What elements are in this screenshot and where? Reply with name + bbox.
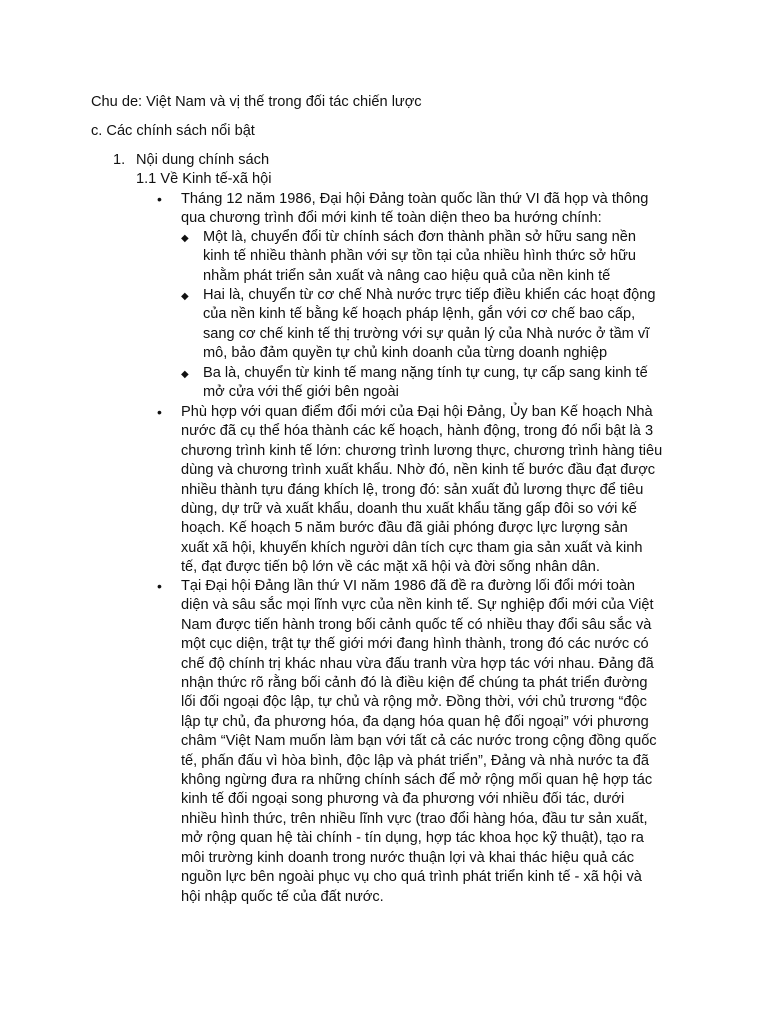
bullet-line: nhiều hình thức, trên nhiều lĩnh vực (trao đổi hàng hóa, đầu tư sản xuất, <box>181 810 648 827</box>
sub-bullet-line: Hai là, chuyển từ cơ chế Nhà nước trực tiếp điều khiển các hoạt động <box>203 287 656 303</box>
bullet-line: chương trình kinh tế lớn: chương trình lương thực, chương trình hàng tiêu <box>181 442 663 459</box>
diamond-bullet-icon: ◆ <box>181 233 189 244</box>
bullet-line: kinh tế đối ngoại song phương và đa phương với nhiều đối tác, dưới <box>181 791 625 808</box>
section-heading: c. Các chính sách nổi bật <box>91 123 255 139</box>
sub-bullet-line: của nền kinh tế bằng kế hoạch pháp lệnh, gắn với cơ chế bao cấp, <box>203 306 636 323</box>
bullet-item <box>157 190 649 229</box>
sub-bullet-item <box>181 364 648 403</box>
bullet-dot-icon: • <box>157 191 162 207</box>
bullet-line: nước đã cụ thể hóa thành các kế hoạch, hành động, trong đó nổi bật là 3 <box>181 423 654 440</box>
bullet-item <box>157 403 663 578</box>
list-item-1-title: Nội dung chính sách <box>136 152 270 168</box>
bullet-line: tế, đạt được tiến bộ lớn về các mặt xã hội và đời sống nhân dân. <box>181 559 600 576</box>
bullet-line: Tại Đại hội Đảng lần thứ VI năm 1986 đã đề ra đường lối đổi mới toàn <box>181 578 636 594</box>
bullet-line: một cục diện, trật tự thế giới mới đang hình thành, trong đó các nước có <box>181 636 649 653</box>
bullet-line: lập tự chủ, đa phương hóa, đa dạng hóa quan hệ đối ngoại” với phương <box>181 713 649 730</box>
bullet-dot-icon: • <box>157 404 162 420</box>
bullet-dot-icon: • <box>157 578 162 594</box>
bullet-line: lối đối ngoại độc lập, tự chủ và rộng mở. Đồng thời, với chủ trương “độc <box>181 694 647 711</box>
bullet-line: hội nhập quốc tế của đất nước. <box>181 888 384 905</box>
sub-bullet-item <box>181 228 637 286</box>
bullet-line: không ngừng đưa ra những chính sách để mở rộng mối quan hệ hợp tác <box>181 772 653 789</box>
bullet-line: tế, phấn đấu vì hòa bình, độc lập và phát triển”, Đảng và nhà nước ta đã <box>181 752 650 769</box>
diamond-bullet-icon: ◆ <box>181 291 189 302</box>
sub-bullet-line: sang cơ chế kinh tế thị trường với sự quản lý của Nhà nước ở tầm vĩ <box>203 325 650 342</box>
bullet-line: châm “Việt Nam muốn làm bạn với tất cả các nước trong cộng đồng quốc <box>181 733 657 750</box>
topic-title: Chu de: Việt Nam và vị thế trong đối tác chiến lược <box>91 94 422 110</box>
sub-bullet-line: mô, bảo đảm quyền tự chủ kinh doanh của từng doanh nghiệp <box>203 345 608 362</box>
bullet-line: dùng, dự trữ và xuất khẩu, doanh thu xuất khẩu tăng gấp đôi so với kế <box>181 501 637 518</box>
bullet-line: qua chương trình đổi mới kinh tế toàn diện theo ba hướng chính: <box>181 210 602 227</box>
bullet-line: hoạch. Kế hoạch 5 năm bước đầu đã giải phóng được lực lượng sản <box>181 520 628 537</box>
bullet-line: xuất xã hội, khuyến khích người dân tích cực tham gia sản xuất và kinh <box>181 539 643 556</box>
sub-bullet-line: Một là, chuyển đổi từ chính sách đơn thành phần sở hữu sang nền <box>203 229 636 245</box>
sub-bullet-line: kinh tế nhiều thành phần với sự tồn tại của nhiều hình thức sở hữu <box>203 248 637 265</box>
diamond-bullet-icon: ◆ <box>181 369 189 380</box>
bullet-line: nguồn lực bên ngoài phục vụ cho quá trình phát triển kinh tế - xã hội và <box>181 869 642 886</box>
bullet-line: chế độ chính trị khác nhau vừa đấu tranh vừa hợp tác với nhau. Đảng đã <box>181 655 654 672</box>
sub-bullet-line: mở cửa với thế giới bên ngoài <box>203 384 399 401</box>
sub-bullet-line: Ba là, chuyển từ kinh tế mang nặng tính tự cung, tự cấp sang kinh tế <box>203 365 648 381</box>
bullet-line: nhiều thành tựu đáng khích lệ, trong đó: sản xuất đủ lương thực để tiêu <box>181 481 644 498</box>
bullet-line: Tháng 12 năm 1986, Đại hội Đảng toàn quốc lần thứ VI đã họp và thông <box>181 191 649 207</box>
bullet-line: nhận thức rõ rằng bối cảnh đó là điều kiện để chúng ta phát triển đường <box>181 675 648 692</box>
bullet-line: Phù hợp với quan điểm đổi mới của Đại hội Đảng, Ủy ban Kế hoạch Nhà <box>181 404 653 420</box>
bullet-line: Nam được tiến hành trong bối cảnh quốc tế có nhiều thay đổi sâu sắc và <box>181 616 652 633</box>
bullet-line: diện và sâu sắc mọi lĩnh vực của nền kinh tế. Sự nghiệp đổi mới của Việt <box>181 597 654 614</box>
bullet-line: môi trường kinh doanh trong nước thuận lợi và khai thác hiệu quả các <box>181 849 635 866</box>
sub-bullet-line: nhằm phát triển sản xuất và nâng cao hiệu quả của nền kinh tế <box>203 267 611 284</box>
subsection-heading: 1.1 Về Kinh tế-xã hội <box>136 171 272 187</box>
sub-bullet-item <box>181 286 656 364</box>
bullet-line: dùng và chương trình xuất khẩu. Nhờ đó, nền kinh tế bước đầu đạt được <box>181 462 656 479</box>
list-number-1: 1. <box>113 152 126 168</box>
bullet-item <box>157 577 657 907</box>
bullet-line: mở rộng quan hệ tài chính - tín dụng, hợp tác khoa học kỹ thuật), tạo ra <box>181 830 644 847</box>
